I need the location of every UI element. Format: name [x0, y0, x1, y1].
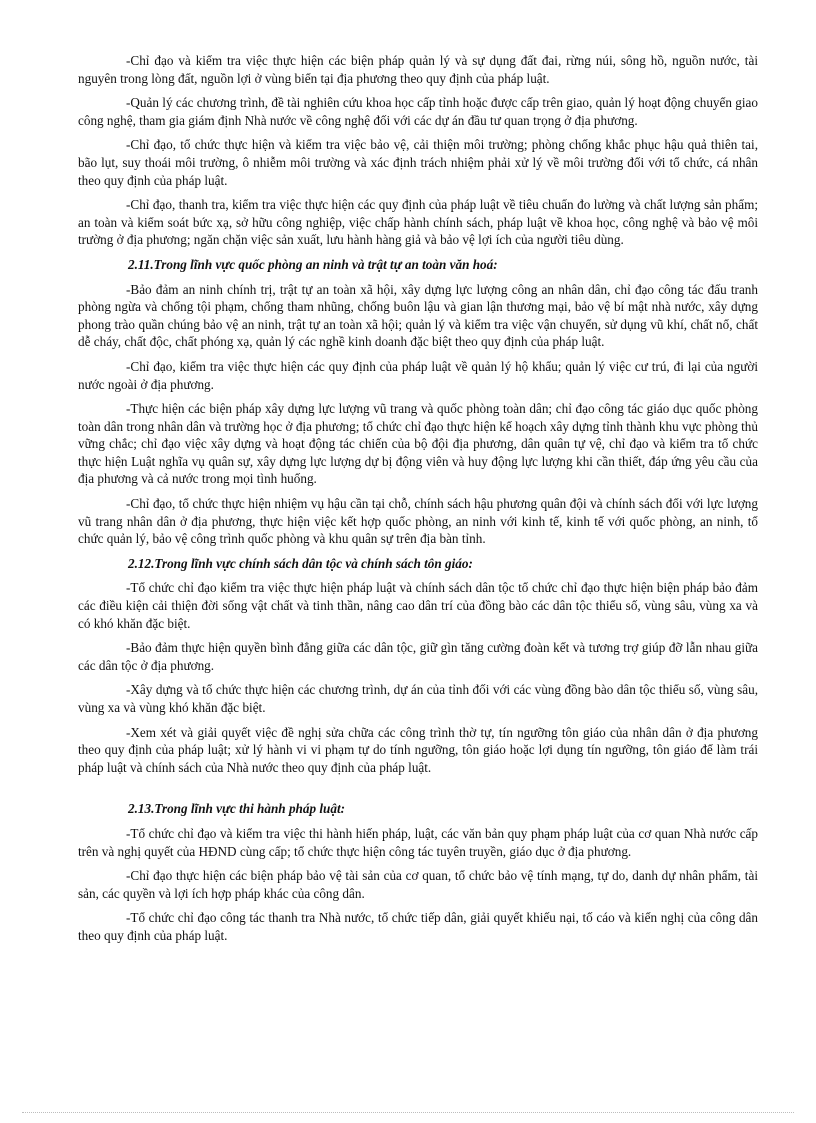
document-body [78, 52, 758, 952]
paragraph-law-enforcement: -Tổ chức chỉ đạo và kiểm tra việc thi hành hiến pháp, luật, các văn bản quy phạm pháp luật của cơ quan Nhà nước cấp trên và nghị quyết của HĐND cùng cấp; tổ chức thực hiện công tác tuyên truyền, giáo dục ở địa phương. [78, 825, 758, 859]
paragraph-standards-inspection: -Chỉ đạo, thanh tra, kiểm tra việc thực hiện các quy định của pháp luật về tiêu chuẩn đo lường và chất lượng sản phẩm; an toàn và kiểm soát bức xạ, sở hữu công nghiệp, việc chấp hành chính sách, pháp luật về khoa học, công nghệ và bảo vệ môi trường ở địa phương; ngăn chặn việc sản xuất, lưu hành hàng giả và bảo vệ lợi ích của người tiêu dùng. [78, 197, 758, 248]
paragraph-ethnic-programs: -Xây dựng và tổ chức thực hiện các chương trình, dự án của tỉnh đối với các vùng đồng bào dân tộc thiểu số, vùng sâu, vùng xa và vùng khó khăn đặc biệt. [78, 682, 758, 715]
paragraph-citizen-protection: -Chỉ đạo thực hiện các biện pháp bảo vệ tài sản của cơ quan, tổ chức bảo vệ tính mạng, tự do, danh dự nhân phẩm, tài sản, các quyền và lợi ích hợp pháp khác của công dân. [78, 868, 758, 901]
footer-divider [22, 1112, 794, 1113]
paragraph-ethnic-equality: -Bảo đảm thực hiện quyền bình đẳng giữa các dân tộc, giữ gìn tăng cường đoàn kết và tương trợ giúp đỡ lẫn nhau giữa các dân tộc ở địa phương. [78, 640, 758, 673]
section-heading-2-13: 2.13.Trong lĩnh vực thi hành pháp luật: [128, 801, 346, 817]
paragraph-security-order: -Bảo đảm an ninh chính trị, trật tự an toàn xã hội, xây dựng lực lượng công an nhân dân, chỉ đạo công tác đấu tranh phòng ngừa và chống tội phạm, chống tham nhũng, chống buôn lậu và gian lận thương mại, bảo vệ bí mật nhà nước, xây dựng phong trào quần chúng bảo vệ an ninh, trật tự an toàn xã hội; quản lý và kiểm tra việc vận chuyển, sử dụng vũ khí, chất nổ, chất dễ cháy, chất độc, chất phóng xạ, quản lý các nghề kinh doanh đặc biệt theo quy định của pháp luật. [78, 281, 758, 350]
paragraph-household-registration: -Chỉ đạo, kiểm tra việc thực hiện các quy định của pháp luật về quản lý hộ khẩu; quản lý việc cư trú, đi lại của người nước ngoài ở địa phương. [78, 358, 758, 392]
paragraph-religion: -Xem xét và giải quyết việc đề nghị sửa chữa các công trình thờ tự, tín ngưỡng tôn giáo của nhân dân ở địa phương theo quy định của pháp luật; xử lý hành vi vi phạm tự do tính ngưỡng, tôn giáo hoặc lợi dụng tín ngưỡng, tôn giáo để làm trái pháp luật và chính sách của Nhà nước theo quy định của pháp luật. [78, 724, 758, 775]
paragraph-logistics-defense: -Chỉ đạo, tổ chức thực hiện nhiệm vụ hậu cần tại chỗ, chính sách hậu phương quân đội và chính sách đối với lực lượng vũ trang nhân dân ở địa phương, thực hiện việc kết hợp quốc phòng, an ninh với kinh tế, kinh tế với quốc phòng, an ninh, tổ chức quản lý, bảo vệ công trình quốc phòng và khu quân sự trên địa bàn tỉnh. [78, 496, 758, 547]
paragraph-armed-forces: -Thực hiện các biện pháp xây dựng lực lượng vũ trang và quốc phòng toàn dân; chỉ đạo công tác giáo dục quốc phòng toàn dân trong nhân dân và trường học ở địa phương; tổ chức chỉ đạo thực hiện kế hoạch xây dựng tỉnh thành khu vực phòng thủ vững chắc; chỉ đạo việc xây dựng và hoạt động tác chiến của bộ đội địa phương, dân quân tự vệ, chỉ đạo và kiểm tra tổ chức thực hiện Luật nghĩa vụ quân sự, xây dựng lực lượng dự bị động viên và huy động lực lượng khi cần thiết, đáp ứng yêu cầu của địa phương và cả nước trong mọi tình huống. [78, 401, 758, 487]
paragraph-environment: -Chỉ đạo, tổ chức thực hiện và kiểm tra việc bảo vệ, cải thiện môi trường; phòng chống khắc phục hậu quả thiên tai, bão lụt, suy thoái môi trường, ô nhiễm môi trường và xác định trách nhiệm phải xử lý về môi trường đối với tổ chức, cá nhân theo quy định của pháp luật. [78, 137, 758, 188]
paragraph-land-resources: -Chỉ đạo và kiểm tra việc thực hiện các biện pháp quản lý và sự dụng đất đai, rừng núi, sông hồ, nguồn nước, tài nguyên trong lòng đất, nguồn lợi ở vùng biển tại địa phương theo quy định của pháp luật. [78, 53, 758, 86]
section-heading-2-11: 2.11.Trong lĩnh vực quốc phòng an ninh và trật tự an toàn văn hoá: [128, 256, 498, 272]
section-heading-2-12: 2.12.Trong lĩnh vực chính sách dân tộc và chính sách tôn giáo: [128, 555, 473, 571]
paragraph-ethnic-policy: -Tổ chức chỉ đạo kiểm tra việc thực hiện pháp luật và chính sách dân tộc tổ chức chỉ đạo thực hiện biện pháp bảo đảm các điều kiện cải thiện đời sống vật chất và tinh thần, nâng cao dân trí của đồng bào các dân tộc thiểu số, vùng sâu, vùng xa và có khó khăn đặc biệt. [78, 580, 758, 631]
paragraph-science-programs: -Quản lý các chương trình, đề tài nghiên cứu khoa học cấp tỉnh hoặc được cấp trên giao, quản lý hoạt động chuyển giao công nghệ, tham gia giám định Nhà nước về công nghệ đối với các dự án đầu tư quan trọng ở địa phương. [78, 95, 758, 128]
paragraph-inspection-complaints: -Tổ chức chỉ đạo công tác thanh tra Nhà nước, tổ chức tiếp dân, giải quyết khiếu nại, tố cáo và kiến nghị của công dân theo quy định của pháp luật. [78, 910, 758, 943]
